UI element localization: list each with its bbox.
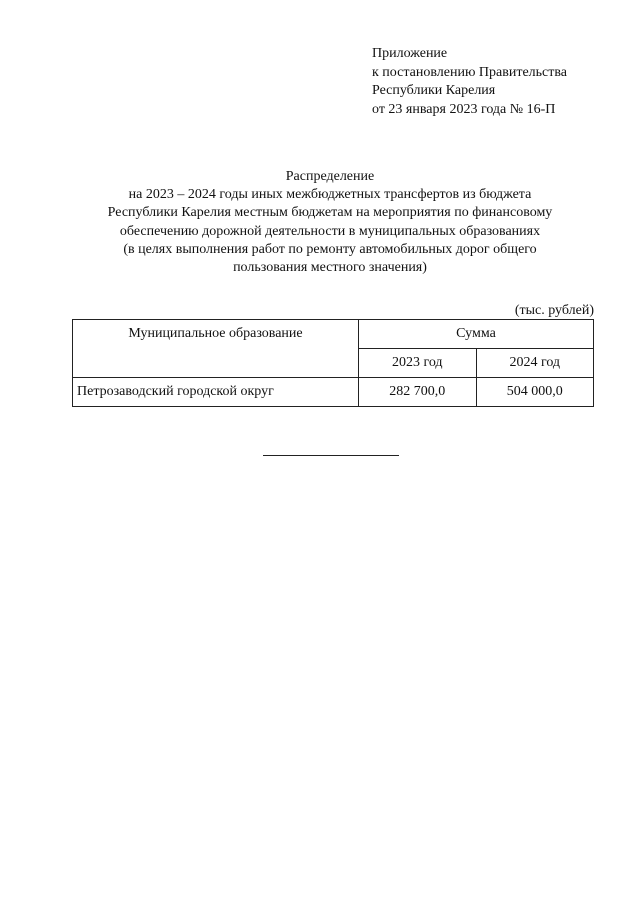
units-label: (тыс. рублей) <box>514 303 594 318</box>
title-line: пользования местного значения) <box>233 260 427 276</box>
appendix-line: к постановлению Правительства <box>372 64 568 80</box>
appendix-block <box>372 45 567 119</box>
header-sum: Сумма <box>359 320 594 349</box>
header-year: 2024 год <box>476 349 594 378</box>
amount-cell: 504 000,0 <box>476 378 594 407</box>
title-line: (в целях выполнения работ по ремонту автомобильных дорог общего <box>123 241 537 257</box>
distribution-table <box>72 319 594 407</box>
municipality-cell: Петрозаводский городской округ <box>73 378 359 407</box>
appendix-line: Республики Карелия <box>372 83 496 98</box>
table-row <box>73 378 594 407</box>
title-line: на 2023 – 2024 годы иных межбюджетных трансфертов из бюджета <box>128 187 532 203</box>
title-line: Республики Карелия местным бюджетам на мероприятия по финансовому <box>107 205 553 221</box>
appendix-line: от 23 января 2023 года № 16-П <box>372 101 556 117</box>
table-header-row <box>73 320 594 349</box>
title-line: Распределение <box>285 169 375 184</box>
header-municipality: Муниципальное образование <box>73 320 359 378</box>
closing-line <box>263 455 399 456</box>
amount-cell: 282 700,0 <box>359 378 477 407</box>
title-line: обеспечению дорожной деятельности в муниципальных образованиях <box>119 223 541 239</box>
header-year: 2023 год <box>359 349 477 378</box>
document-title <box>60 168 600 277</box>
appendix-line: Приложение <box>372 46 448 61</box>
